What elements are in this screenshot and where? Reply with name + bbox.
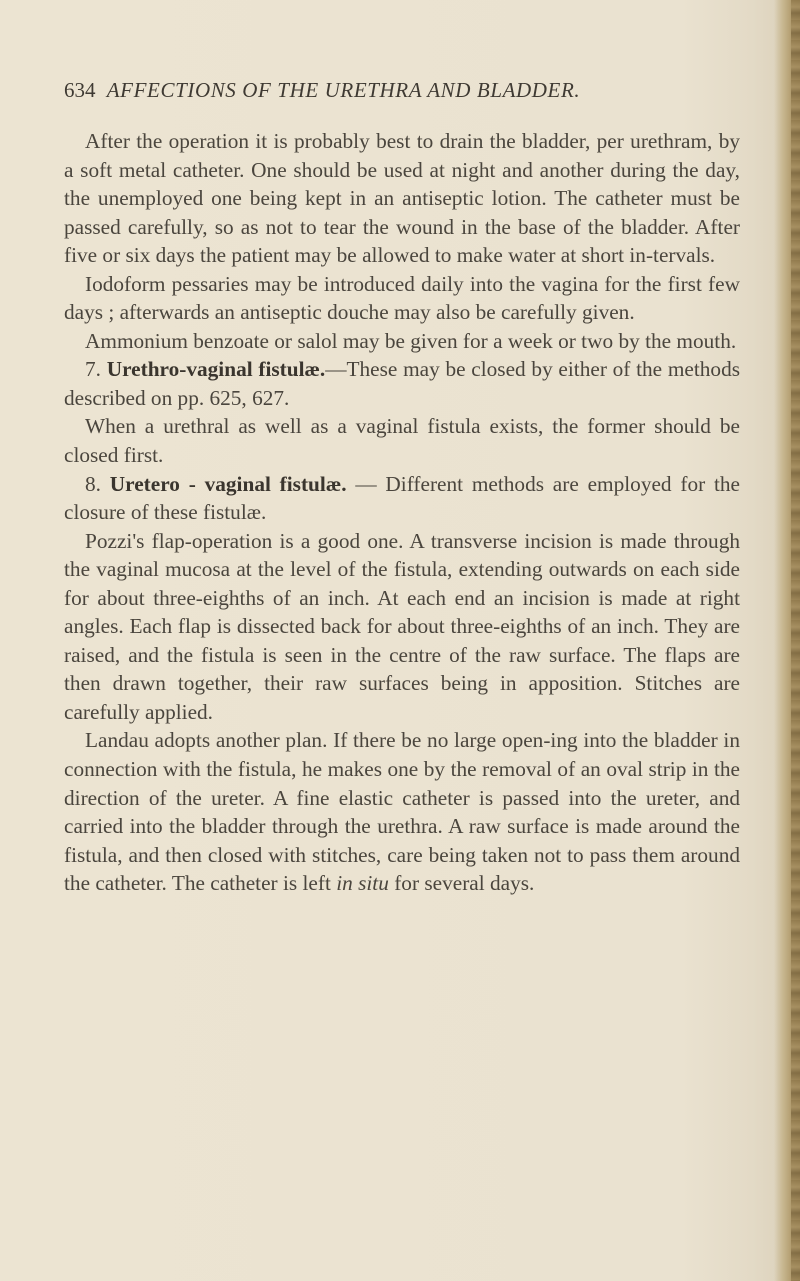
chapter-title: AFFECTIONS OF THE URETHRA AND BLADDER. bbox=[106, 78, 581, 102]
italic-term: in situ bbox=[336, 871, 389, 896]
paragraph-section-8 bbox=[64, 470, 740, 527]
paragraph: Pozzi's flap-operation is a good one. A transverse incision is made through the vaginal mucosa at the level of the fistula, extending outwards on each side for about three-eighths of an inch. At each end an incision is made at right angles. Each flap is dissected back for about three-eighths of an inch. They are raised, and the fistula is seen in the centre of the raw surface. The flaps are then drawn together, their raw surfaces being in apposition. Stitches are carefully applied. bbox=[64, 528, 740, 724]
page-number: 634 bbox=[64, 78, 96, 102]
running-head bbox=[64, 78, 754, 108]
paragraph bbox=[64, 726, 740, 897]
section-heading: Urethro-vaginal fistulæ. bbox=[106, 357, 326, 382]
paragraph: After the operation it is probably best to drain the bladder, per urethram, by a soft metal catheter. One should be used at night and another during the day, the unemployed one being kept in an antiseptic lotion. The catheter must be passed carefully, so as not to tear the wound in the base of the bladder. After five or six days the patient may be allowed to make water at short in-tervals. bbox=[64, 129, 740, 268]
paragraph-text: for several days. bbox=[388, 871, 535, 896]
paragraph: Ammonium benzoate or salol may be given for a week or two by the mouth. bbox=[85, 328, 737, 353]
page-edge bbox=[774, 0, 800, 1281]
section-number: 8. bbox=[85, 471, 101, 496]
paragraph-text: Landau adopts another plan. If there be no large open-ing into the bladder in connection with the fistula, he makes one by the removal of an oval strip in the direction of the ureter. A fine elastic catheter is passed into the ureter, and carried into the bladder through the urethra. A raw surface is made around the fistula, and then closed with stitches, care being taken not to pass them around the catheter. The catheter is left bbox=[64, 728, 740, 896]
paragraph-text: —These may be closed by either of the methods described on pp. 625, 627. bbox=[64, 357, 740, 410]
paragraph-text: — Different methods are employed for the closure of these fistulæ. bbox=[64, 471, 740, 525]
body-text bbox=[64, 127, 740, 898]
paragraph-section-7 bbox=[64, 355, 740, 412]
paragraph: When a urethral as well as a vaginal fistula exists, the former should be closed first. bbox=[64, 414, 740, 468]
paragraph: Iodoform pessaries may be introduced daily into the vagina for the first few days ; afterwards an antiseptic douche may also be carefully given. bbox=[64, 271, 740, 325]
section-number: 7. bbox=[85, 357, 101, 382]
section-heading: Uretero - vaginal fistulæ. bbox=[109, 471, 347, 496]
